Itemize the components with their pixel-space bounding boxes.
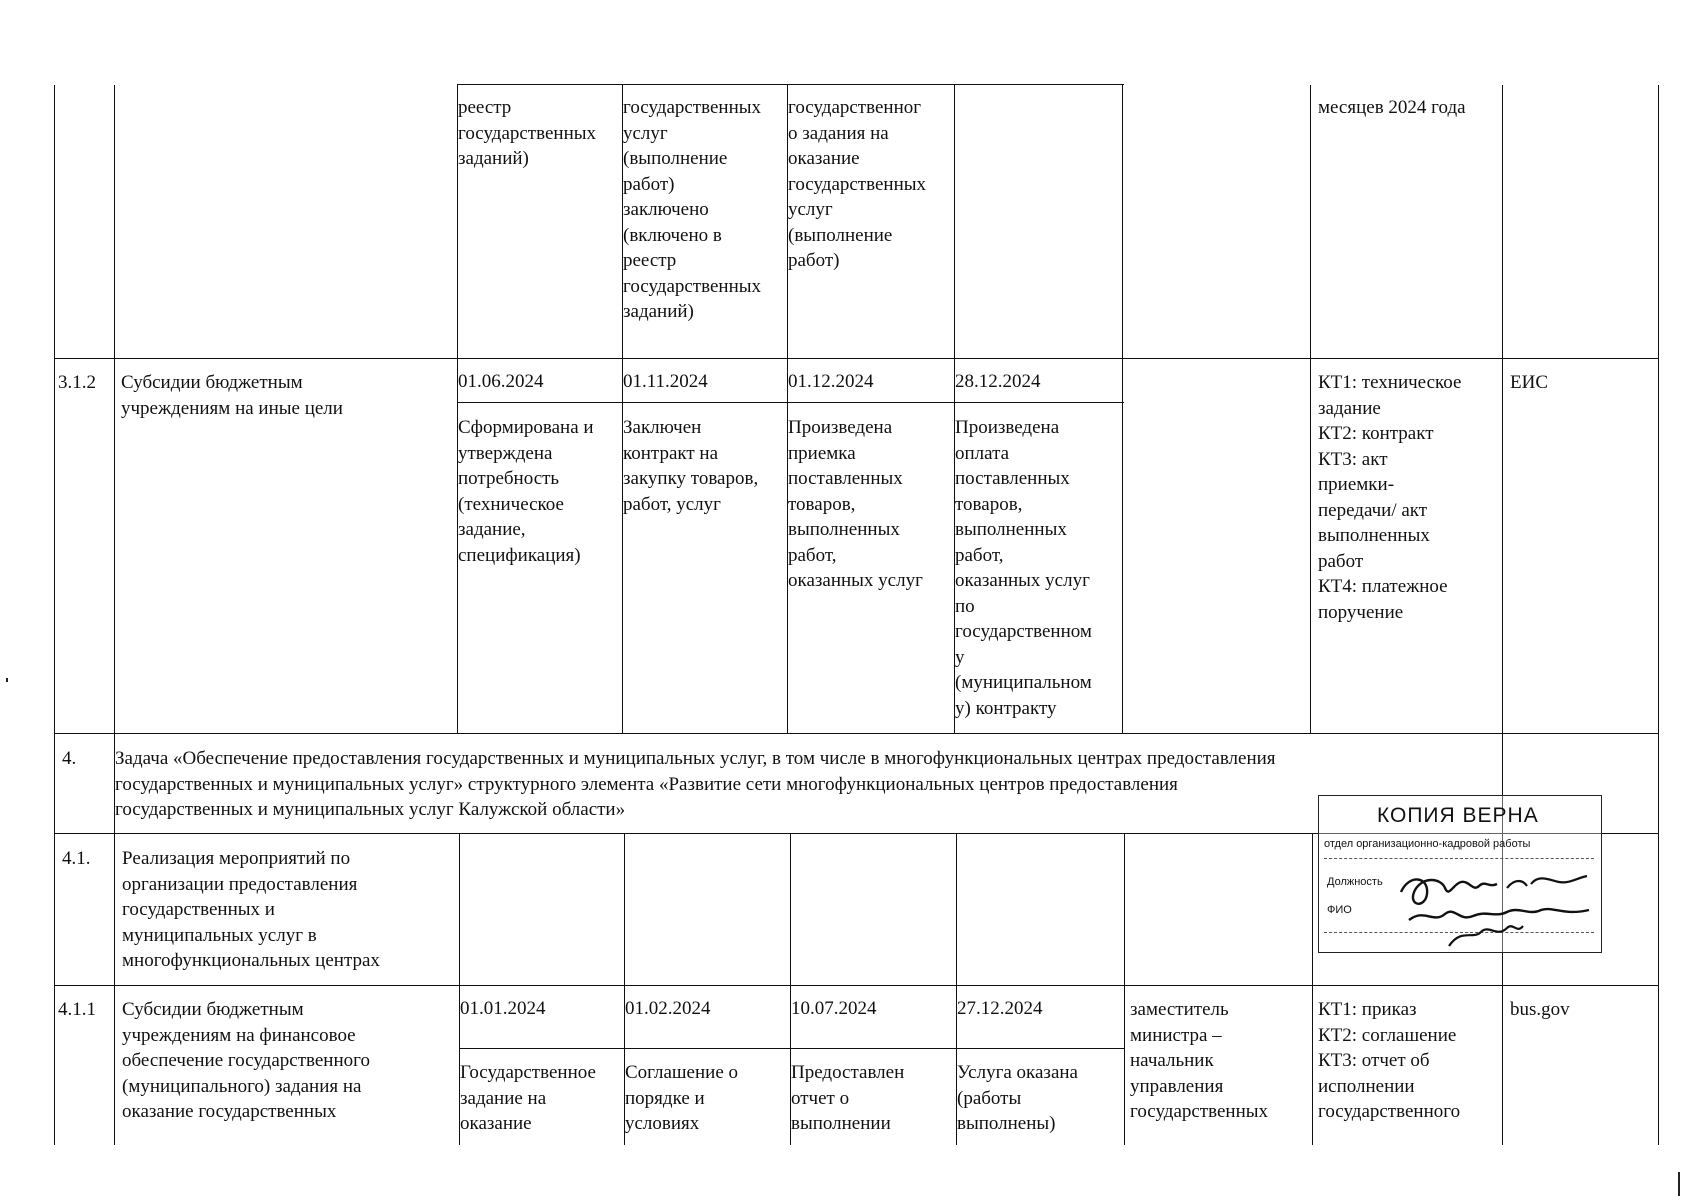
date-1: 01.06.2024 bbox=[458, 371, 544, 392]
text-line: потребность bbox=[458, 468, 560, 489]
text-line: Произведена bbox=[955, 417, 1060, 438]
text-line: Государственное bbox=[460, 1062, 596, 1083]
text-line: (муниципальном bbox=[955, 672, 1092, 693]
text-line: реестр bbox=[458, 97, 512, 118]
text-line: КТ1: техническое bbox=[1318, 372, 1462, 393]
column-divider-6 bbox=[1122, 85, 1123, 733]
column-divider-8 bbox=[1502, 85, 1503, 1145]
certified-copy-stamp bbox=[1318, 795, 1602, 953]
stage-2 bbox=[625, 1060, 738, 1137]
text-line: у bbox=[955, 646, 965, 668]
text-line: (выполнение bbox=[623, 148, 728, 169]
text-line: (выполнение bbox=[788, 224, 893, 246]
text-line: оказанных услуг bbox=[955, 570, 1090, 591]
text-line: месяцев 2024 года bbox=[1318, 97, 1466, 118]
text-line: работ bbox=[1318, 550, 1364, 572]
text-line: товаров, bbox=[788, 493, 856, 515]
text-line: работ) bbox=[788, 250, 840, 271]
text-line: государственных bbox=[623, 275, 762, 297]
info-system: bus.gov bbox=[1510, 999, 1570, 1020]
text-line: поручение bbox=[1318, 601, 1404, 623]
text-line: государственных bbox=[788, 173, 927, 195]
text-line: услуг bbox=[788, 199, 833, 220]
row-divider-2 bbox=[54, 733, 1658, 734]
row-divider-4 bbox=[54, 985, 1658, 986]
row-name bbox=[122, 846, 380, 974]
text-line: порядке и bbox=[625, 1087, 705, 1109]
text-line: КТ2: контракт bbox=[1318, 423, 1434, 444]
text-line: КТ2: соглашение bbox=[1318, 1024, 1457, 1046]
text-line: (включено в bbox=[623, 224, 722, 246]
column-divider-6-lower bbox=[1124, 833, 1125, 1145]
date-2: 01.11.2024 bbox=[623, 371, 708, 392]
text-line: государственном bbox=[955, 621, 1092, 642]
text-line: передачи/ акт bbox=[1318, 499, 1428, 521]
text-line: спецификация) bbox=[458, 544, 581, 566]
text-line: работ, услуг bbox=[623, 493, 721, 515]
text-line: отчет о bbox=[791, 1087, 850, 1109]
text-line: контракт на bbox=[623, 442, 719, 464]
date-4: 27.12.2024 bbox=[957, 998, 1043, 1019]
control-points bbox=[1318, 997, 1460, 1125]
text-line: государственных bbox=[458, 122, 597, 144]
info-system: ЕИС bbox=[1510, 372, 1548, 393]
task-number: 4. bbox=[62, 748, 77, 769]
stamp-fio-label: ФИО bbox=[1327, 904, 1352, 916]
cont-col5 bbox=[788, 95, 926, 274]
stage-1 bbox=[458, 415, 594, 568]
stage-2 bbox=[623, 415, 758, 517]
cont-col3 bbox=[458, 95, 596, 172]
handwritten-signature bbox=[1389, 854, 1604, 954]
text-line: работ) bbox=[623, 173, 675, 195]
text-line: государственного bbox=[1318, 1101, 1461, 1122]
text-line: заместитель bbox=[1130, 999, 1229, 1020]
text-line: обеспечение государственного bbox=[122, 1050, 370, 1071]
cont-col8 bbox=[1318, 95, 1466, 121]
stage-1 bbox=[460, 1060, 596, 1137]
text-line: выполненных bbox=[955, 519, 1067, 540]
text-line: заключено bbox=[623, 199, 709, 220]
stage-3 bbox=[791, 1060, 904, 1137]
row-name bbox=[122, 997, 370, 1125]
stage-3 bbox=[788, 415, 923, 594]
control-points bbox=[1318, 370, 1461, 625]
text-line: задание bbox=[1318, 397, 1381, 419]
task-text bbox=[115, 746, 1276, 823]
date-3: 10.07.2024 bbox=[791, 998, 877, 1019]
text-line: (техническое bbox=[458, 493, 564, 515]
text-line: Заключен bbox=[623, 417, 702, 438]
text-line: приемка bbox=[788, 442, 856, 464]
text-line: реестр bbox=[623, 250, 677, 271]
text-line: начальник bbox=[1130, 1050, 1214, 1071]
text-line: Реализация мероприятий по bbox=[122, 848, 351, 869]
column-divider-7-lower bbox=[1312, 833, 1313, 1145]
text-line: поставленных bbox=[788, 468, 903, 489]
row-divider-1 bbox=[54, 358, 1658, 359]
text-line: КТ3: отчет об bbox=[1318, 1050, 1430, 1071]
text-line: закупку товаров, bbox=[623, 468, 759, 489]
row-number: 4.1. bbox=[62, 848, 91, 869]
text-line: выполнении bbox=[791, 1113, 891, 1134]
text-line: оказание bbox=[788, 148, 860, 169]
text-line: государственног bbox=[788, 97, 922, 118]
text-line: оказанных услуг bbox=[788, 570, 923, 591]
row-subdivider-2 bbox=[459, 1048, 1124, 1049]
text-line: учреждениям на иные цели bbox=[121, 397, 343, 419]
text-line: Задача «Обеспечение предоставления государственных и муниципальных услуг, в том числе в многофункциональных центрах предоставления bbox=[115, 748, 1276, 769]
text-line: государственных и bbox=[122, 899, 275, 920]
text-line: оказание bbox=[460, 1113, 532, 1134]
column-divider-7 bbox=[1310, 85, 1311, 733]
text-line: Произведена bbox=[788, 417, 893, 438]
text-line: КТ4: платежное bbox=[1318, 576, 1448, 597]
text-line: (муниципального) задания на bbox=[122, 1075, 362, 1097]
row-name bbox=[121, 370, 343, 421]
text-line: КТ1: приказ bbox=[1318, 999, 1417, 1020]
text-line: приемки- bbox=[1318, 474, 1395, 495]
text-line: выполненных bbox=[788, 519, 900, 540]
text-line: государственных и муниципальных услуг Калужской области» bbox=[115, 799, 626, 820]
column-divider-1 bbox=[114, 85, 115, 1145]
text-line: о задания на bbox=[788, 122, 889, 144]
stage-4 bbox=[955, 415, 1092, 721]
text-line: заданий) bbox=[623, 301, 694, 322]
table-border-left bbox=[54, 85, 55, 1145]
text-line: организации предоставления bbox=[122, 873, 358, 895]
text-line: по bbox=[955, 595, 975, 617]
stamp-position-label: Должность bbox=[1327, 876, 1383, 888]
date-3: 01.12.2024 bbox=[788, 371, 874, 392]
text-line: задание, bbox=[458, 519, 526, 540]
text-line: заданий) bbox=[458, 148, 529, 169]
text-line: государственных bbox=[623, 97, 762, 118]
text-line: исполнении bbox=[1318, 1075, 1415, 1097]
responsible-person bbox=[1130, 997, 1268, 1125]
text-line: управления bbox=[1130, 1075, 1224, 1097]
scan-mark bbox=[6, 678, 8, 682]
stage-4 bbox=[957, 1060, 1078, 1137]
text-line: Сформирована и bbox=[458, 417, 594, 438]
cont-col4 bbox=[623, 95, 761, 325]
text-line: муниципальных услуг в bbox=[122, 924, 317, 946]
text-line: (работы bbox=[957, 1087, 1022, 1109]
text-line: Соглашение о bbox=[625, 1062, 738, 1083]
text-line: Субсидии бюджетным bbox=[122, 999, 304, 1020]
text-line: государственных и муниципальных услуг» структурного элемента «Развитие сети многофункциональных центров предоставления bbox=[115, 773, 1178, 795]
text-line: утверждена bbox=[458, 442, 553, 464]
text-line: министра – bbox=[1130, 1024, 1222, 1046]
table-border-right bbox=[1658, 85, 1659, 1145]
text-line: государственных bbox=[1130, 1101, 1269, 1122]
text-line: задание на bbox=[460, 1087, 547, 1109]
text-line: оказание государственных bbox=[122, 1101, 337, 1122]
text-line: товаров, bbox=[955, 493, 1023, 515]
text-line: работ, bbox=[955, 544, 1004, 566]
text-line: услуг bbox=[623, 122, 668, 144]
text-line: многофункциональных центрах bbox=[122, 950, 380, 971]
text-line: условиях bbox=[625, 1113, 700, 1134]
text-line: выполнены) bbox=[957, 1113, 1056, 1134]
stamp-department: отдел организационно-кадровой работы bbox=[1324, 838, 1531, 850]
date-4: 28.12.2024 bbox=[955, 371, 1041, 392]
text-line: у) контракту bbox=[955, 697, 1057, 719]
row-number: 3.1.2 bbox=[58, 372, 96, 393]
text-line: Субсидии бюджетным bbox=[121, 372, 303, 393]
row-top-border bbox=[457, 84, 1124, 85]
text-line: оплата bbox=[955, 442, 1010, 464]
text-line: КТ3: акт bbox=[1318, 448, 1388, 470]
column-divider-2 bbox=[457, 85, 458, 733]
text-line: выполненных bbox=[1318, 525, 1430, 546]
stamp-title: КОПИЯ ВЕРНА bbox=[1377, 804, 1539, 827]
text-line: Предоставлен bbox=[791, 1062, 905, 1083]
date-2: 01.02.2024 bbox=[625, 998, 711, 1019]
text-line: работ, bbox=[788, 544, 837, 566]
text-line: поставленных bbox=[955, 468, 1070, 489]
row-subdivider-1 bbox=[457, 402, 1124, 403]
text-line: учреждениям на финансовое bbox=[122, 1024, 356, 1046]
date-1: 01.01.2024 bbox=[460, 998, 546, 1019]
text-line: Услуга оказана bbox=[957, 1062, 1078, 1083]
scan-mark bbox=[1678, 1172, 1680, 1196]
row-number: 4.1.1 bbox=[58, 999, 96, 1020]
